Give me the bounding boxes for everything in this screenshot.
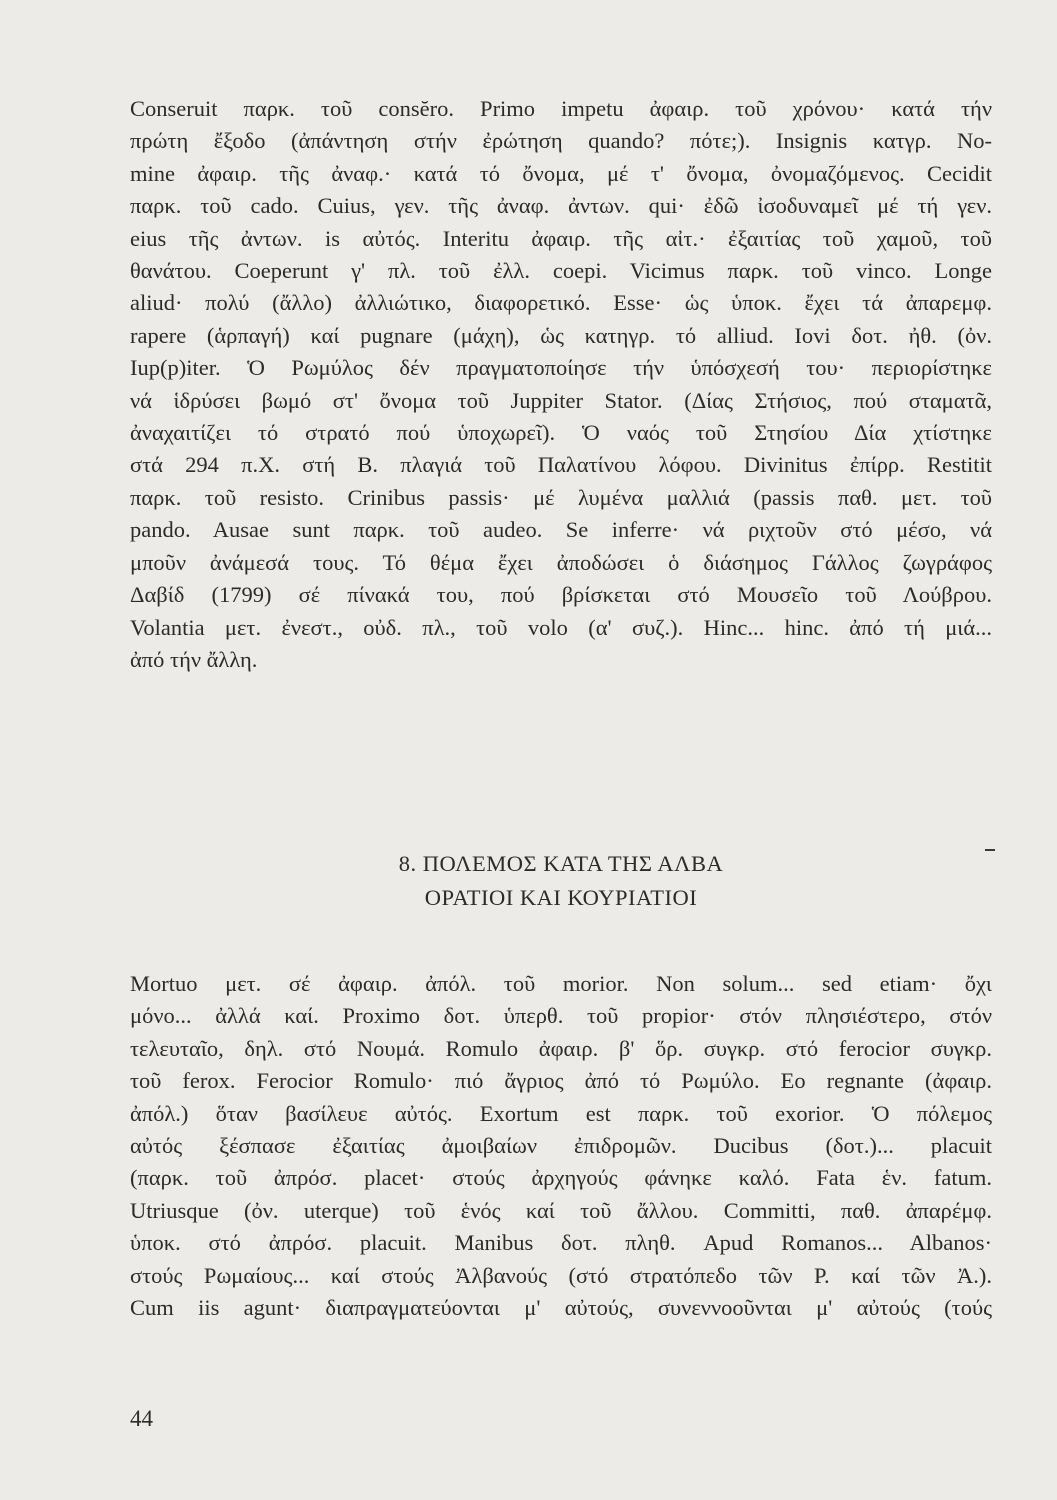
text-line: μόνο... ἀλλά καί. Proximo δοτ. ὑπερθ. τοῦ propior· στόν πλησιέστερο, στόν: [130, 1003, 992, 1029]
text-line: Δαβίδ (1799) σέ πίνακά του, πού βρίσκεται στό Μουσεῖο τοῦ Λούβρου.: [130, 582, 992, 608]
text-line: πρώτη ἔξοδο (ἀπάντηση στήν ἐρώτηση quando? πότε;). Insignis κατγρ. No-: [130, 128, 992, 154]
text-line: Conseruit παρκ. τοῦ consĕro. Primo impetu ἀφαιρ. τοῦ χρόνου· κατά τήν: [130, 96, 992, 121]
text-line: (παρκ. τοῦ ἀπρόσ. placet· στούς ἀρχηγούς φάνηκε καλό. Fata ἑν. fatum.: [130, 1165, 992, 1191]
text-line: στά 294 π.Χ. στή Β. πλαγιά τοῦ Παλατίνου λόφου. Divinitus ἐπίρρ. Restitit: [130, 452, 992, 478]
text-line: Cum iis agunt· διαπραγματεύονται μ' αὐτούς, συνεννοοῦνται μ' αὐτούς (τούς: [130, 1295, 992, 1321]
margin-dash: [985, 849, 995, 851]
text-line: τελευταῖο, δηλ. στό Νουμά. Romulo ἀφαιρ. β' ὅρ. συγκρ. στό ferocior συγκρ.: [130, 1035, 992, 1061]
section-subtitle: ΟΡΑΤΙΟΙ ΚΑΙ ΚΟΥΡΙΑΤΙΟΙ: [424, 885, 698, 910]
text-line: τοῦ ferox. Ferocior Romulo· πιό ἄγριος ἀπό τό Ρωμύλο. Eo regnante (ἀφαιρ.: [130, 1068, 992, 1094]
text-line: ἀπόλ.) ὅταν βασίλευε αὐτός. Exortum est παρκ. τοῦ exorior. Ὁ πόλεμος: [130, 1100, 992, 1126]
text-line: ὑποκ. στό ἀπρόσ. placuit. Manibus δοτ. πληθ. Apud Romanos... Albanos·: [130, 1230, 992, 1256]
text-line: ἀπό τήν ἄλλη.: [130, 646, 258, 672]
text-line: θανάτου. Coeperunt γ' πλ. τοῦ ἐλλ. coepi. Vicimus παρκ. τοῦ vinco. Longe: [130, 258, 992, 284]
page-number: 44: [130, 1406, 153, 1431]
text-line: mine ἀφαιρ. τῆς ἀναφ.· κατά τό ὄνομα, μέ τ' ὄνομα, ὀνομαζόμενος. Cecidit: [130, 160, 992, 186]
text-line: στούς Ρωμαίους... καί στούς Ἀλβανούς (στό στρατόπεδο τῶν Ρ. καί τῶν Ἀ.).: [130, 1262, 992, 1288]
text-line: αὐτός ξέσπασε ἐξαιτίας ἀμοιβαίων ἐπιδρομῶν. Ducibus (δοτ.)... placuit: [130, 1133, 992, 1159]
text-line: νά ἱδρύσει βωμό στ' ὄνομα τοῦ Juppiter Stator. (Δίας Στήσιος, πού σταματᾶ,: [130, 387, 992, 413]
text-line: rapere (ἁρπαγή) καί pugnare (μάχη), ὡς κατηγρ. τό alliud. Iovi δοτ. ἠθ. (ὀν.: [130, 322, 992, 348]
text-line: Mortuo μετ. σέ ἀφαιρ. ἀπόλ. τοῦ morior. Non solum... sed etiam· ὄχι: [130, 971, 992, 996]
text-line: Iup(p)iter. Ὁ Ρωμύλος δέν πραγματοποίησε τήν ὑπόσχεσή του· περιορίστηκε: [130, 355, 992, 381]
text-line: eius τῆς ἀντων. is αὐτός. Interitu ἀφαιρ. τῆς αἰτ.· ἐξαιτίας τοῦ χαμοῦ, τοῦ: [130, 225, 992, 251]
text-line: παρκ. τοῦ cado. Cuius, γεν. τῆς ἀναφ. ἀντων. qui· ἐδῶ ἰσοδυναμεῖ μέ τή γεν.: [130, 193, 992, 219]
commentary-paragraph-2: [130, 968, 992, 1324]
section-title: 8. ΠΟΛΕΜΟΣ ΚΑΤΑ ΤΗΣ ΑΛΒΑ: [398, 851, 724, 876]
text-line: Utriusque (ὀν. uterque) τοῦ ἑνός καί τοῦ ἄλλου. Committi, παθ. ἀπαρέμφ.: [130, 1197, 992, 1223]
section-heading: [130, 847, 992, 915]
text-line: aliud· πολύ (ἄλλο) ἀλλιώτικο, διαφορετικό. Esse· ὡς ὑποκ. ἔχει τά ἀπαρεμφ.: [130, 290, 992, 316]
text-line: Volantia μετ. ἐνεστ., οὐδ. πλ., τοῦ volo (α' συζ.). Hinc... hinc. ἀπό τή μιά...: [130, 614, 992, 640]
text-line: pando. Ausae sunt παρκ. τοῦ audeo. Se inferre· νά ριχτοῦν στό μέσο, νά: [130, 517, 992, 543]
commentary-paragraph-1: [130, 93, 992, 676]
text-line: μποῦν ἀνάμεσά τους. Τό θέμα ἔχει ἀποδώσει ὁ διάσημος Γάλλος ζωγράφος: [130, 549, 992, 575]
text-line: ἀναχαιτίζει τό στρατό πού ὑποχωρεῖ). Ὁ ναός τοῦ Στησίου Δία χτίστηκε: [130, 420, 992, 446]
text-line: παρκ. τοῦ resisto. Crinibus passis· μέ λυμένα μαλλιά (passis παθ. μετ. τοῦ: [130, 484, 992, 510]
